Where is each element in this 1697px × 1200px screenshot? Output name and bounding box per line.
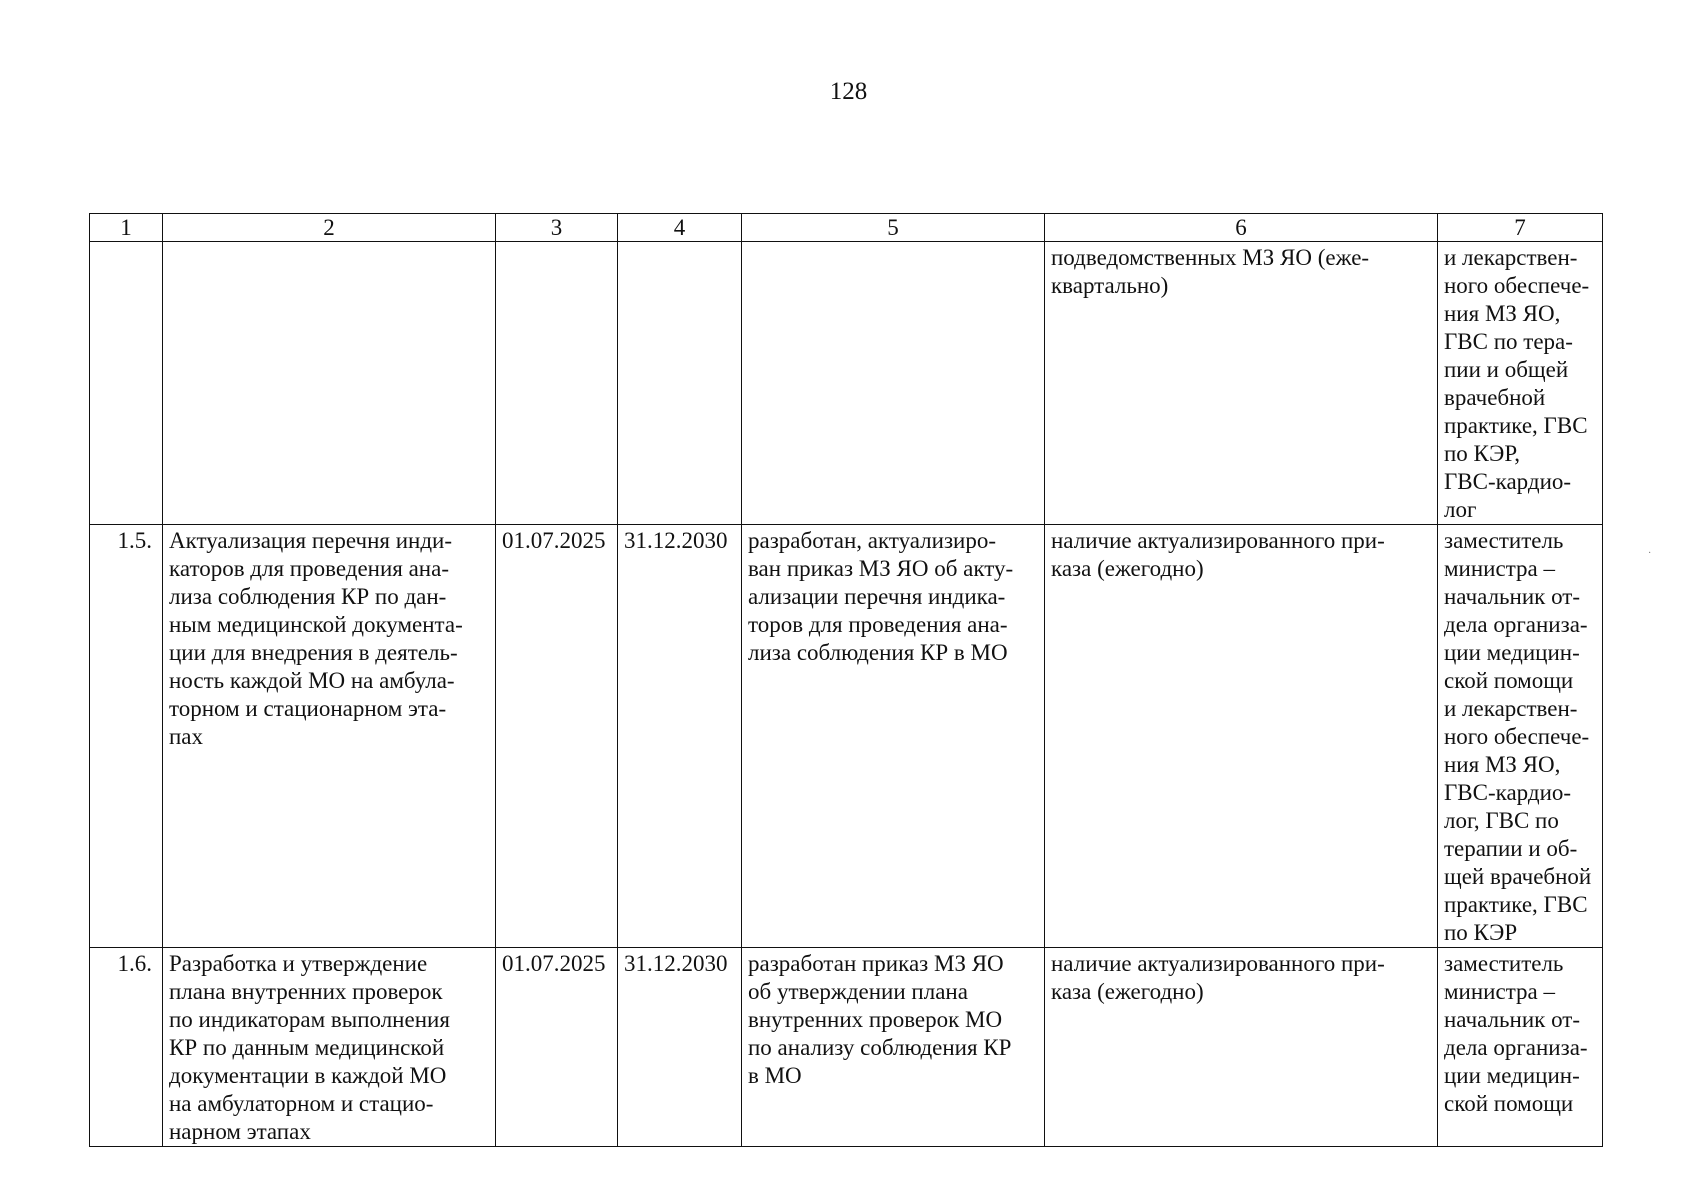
table-row (90, 948, 1603, 1147)
column-number-header-row (90, 214, 1603, 242)
end-date-cell (618, 242, 742, 525)
column-header: 6 (1045, 214, 1438, 242)
responsible-cell: и лекарствен- ного обеспече- ния МЗ ЯО, ГВС по тера- пии и общей врачебной практике, ГВС по КЭР, ГВС-кардио- лог (1438, 242, 1603, 525)
column-header: 3 (496, 214, 618, 242)
item-number-cell: 1.6. (90, 948, 163, 1147)
start-date-cell: 01.07.2025 (496, 525, 618, 948)
end-date-cell: 31.12.2030 (618, 948, 742, 1147)
result-cell: разработан приказ МЗ ЯО об утверждении плана внутренних проверок МО по анализу соблюдения КР в МО (742, 948, 1045, 1147)
responsible-cell: заместитель министра – начальник от- дела организа- ции медицин- ской помощи и лекарствен- ного обеспече- ния МЗ ЯО, ГВС-кардио- лог, ГВС по терапии и об- щей врачебной практике, ГВС по КЭР (1438, 525, 1603, 948)
activity-name-cell: Актуализация перечня инди- каторов для проведения ана- лиза соблюдения КР по дан- ным медицинской документа- ции для внедрения в деятель- ность каждой МО на амбула- торном и стационарном эта- пах (163, 525, 496, 948)
result-cell (742, 242, 1045, 525)
activity-name-cell: Разработка и утверждение плана внутренних проверок по индикаторам выполнения КР по данным медицинской документации в каждой МО на амбулаторном и стацио- нарном этапах (163, 948, 496, 1147)
page-number: 128 (829, 78, 868, 105)
activity-name-cell (163, 242, 496, 525)
column-header: 2 (163, 214, 496, 242)
column-header: 7 (1438, 214, 1603, 242)
end-date-cell: 31.12.2030 (618, 525, 742, 948)
indicator-cell: наличие актуализированного при- каза (ежегодно) (1045, 525, 1438, 948)
indicator-cell: наличие актуализированного при- каза (ежегодно) (1045, 948, 1438, 1147)
table-row (90, 525, 1603, 948)
start-date-cell (496, 242, 618, 525)
column-header: 4 (618, 214, 742, 242)
scan-speck: · (1648, 548, 1652, 559)
item-number-cell (90, 242, 163, 525)
column-header: 1 (90, 214, 163, 242)
start-date-cell: 01.07.2025 (496, 948, 618, 1147)
table-row (90, 242, 1603, 525)
action-plan-table (89, 213, 1603, 1147)
column-header: 5 (742, 214, 1045, 242)
responsible-cell: заместитель министра – начальник от- дела организа- ции медицин- ской помощи (1438, 948, 1603, 1147)
indicator-cell: подведомственных МЗ ЯО (еже- квартально) (1045, 242, 1438, 525)
result-cell: разработан, актуализиро- ван приказ МЗ ЯО об акту- ализации перечня индика- торов для проведения ана- лиза соблюдения КР в МО (742, 525, 1045, 948)
item-number-cell: 1.5. (90, 525, 163, 948)
